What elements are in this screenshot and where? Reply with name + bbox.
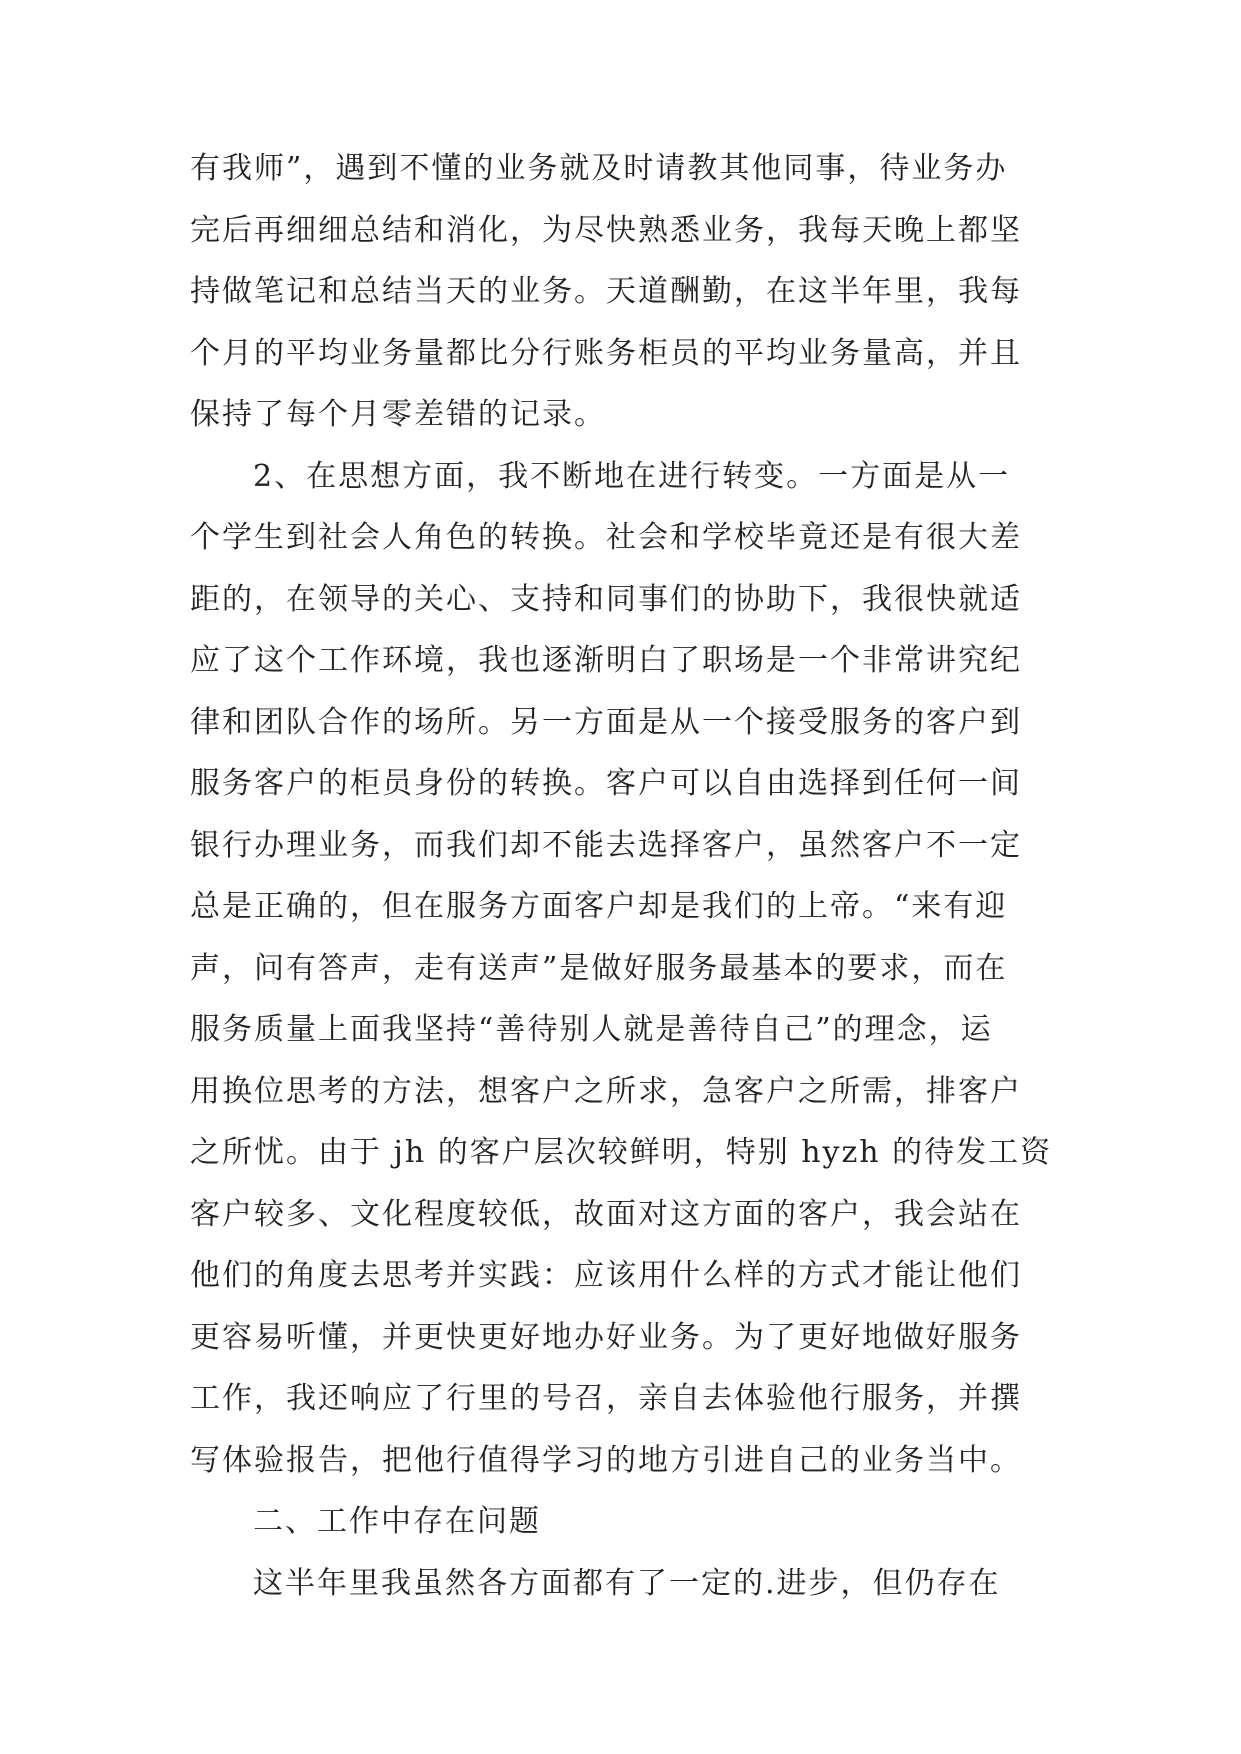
text-line: 更容易听懂，并更快更好地办好业务。为了更好地做好服务 [190, 1319, 1022, 1355]
text-line: 个月的平均业务量都比分行账务柜员的平均业务量高，并且 [190, 335, 1022, 371]
text-line: 声，问有答声，走有送声”是做好服务最基本的要求，而在 [190, 950, 1008, 986]
text-line: 服务客户的柜员身份的转换。客户可以自由选择到任何一间 [190, 766, 1022, 801]
text-line: 服务质量上面我坚持“善待别人就是善待自己”的理念，运 [190, 1012, 993, 1047]
text-line: 写体验报告，把他行值得学习的地方引进自己的业务当中。 [190, 1442, 1022, 1478]
paragraph-start-line: 这半年里我虽然各方面都有了一定的.进步，但仍存在 [253, 1565, 1001, 1601]
text-line: 保持了每个月零差错的记录。 [190, 397, 606, 432]
text-line: 工作，我还响应了行里的号召，亲自去体验他行服务，并撰 [190, 1381, 1022, 1416]
text-line: 他们的角度去思考并实践：应该用什么样的方式才能让他们 [190, 1258, 1022, 1293]
text-line: 客户较多、文化程度较低，故面对这方面的客户，我会站在 [190, 1196, 1022, 1232]
text-line: 银行办理业务，而我们却不能去选择客户，虽然客户不一定 [190, 827, 1022, 863]
text-line: 有我师”，遇到不懂的业务就及时请教其他同事，待业务办 [190, 151, 1008, 186]
text-line: 总是正确的，但在服务方面客户却是我们的上帝。“来有迎 [190, 889, 1008, 924]
text-line: 用换位思考的方法，想客户之所求，急客户之所需，排客户 [190, 1073, 1022, 1109]
text-line: 之所忧。由于 jh 的客户层次较鲜明，特别 hyzh 的待发工资 [190, 1135, 1053, 1170]
text-line: 完后再细细总结和消化，为尽快熟悉业务，我每天晚上都坚 [190, 212, 1022, 248]
text-line: 个学生到社会人角色的转换。社会和学校毕竟还是有很大差 [190, 520, 1022, 555]
text-line: 律和团队合作的场所。另一方面是从一个接受服务的客户到 [190, 704, 1022, 740]
text-line: 应了这个工作环境，我也逐渐明白了职场是一个非常讲究纪 [190, 643, 1022, 678]
text-line: 持做笔记和总结当天的业务。天道酬勤，在这半年里，我每 [190, 274, 1022, 309]
section-heading: 二、工作中存在问题 [253, 1504, 541, 1539]
text-line: 距的，在领导的关心、支持和同事们的协助下，我很快就适 [190, 581, 1022, 617]
body-text [190, 138, 1070, 1614]
paragraph-start-line: 2、在思想方面，我不断地在进行转变。一方面是从一 [253, 458, 1011, 494]
